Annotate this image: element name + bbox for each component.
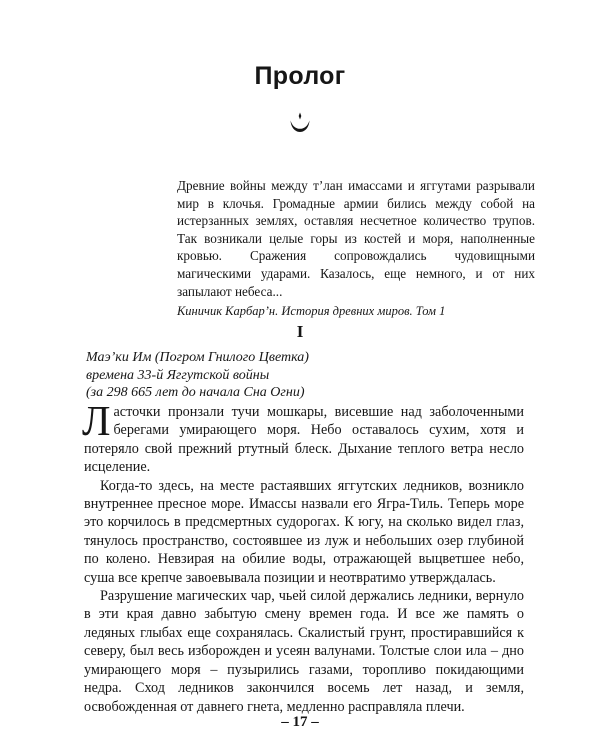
paragraph: Когда-то здесь, на месте растаявших яггутских ледников, возникло внутреннее пресное море. Имассы назвали его Ягра-Тиль. Теперь море это корчилось в предсмертных судорогах. К югу, на сколько видел глаз, тянулось пространство, состоявшее из луж и небольших озер глубиной по колено. Невзирая на обилие воды, отражающей выцветшее небо, суша все крепче завоевывала позиции и неотвратимо утверждалась. [84,477,524,586]
setting-line: Маэ’ки Им (Погром Гнилого Цветка) [86,350,309,365]
paragraph: Разрушение магических чар, чьей силой держались ледники, вернуло в эти края давно забытую смену времен года. И все же память о ледяных глыбах еще сохранялась. Скалистый грунт, простиравшийся к северу, был весь изборожден и усеян валунами. Толстые слои ила – дно умирающего моря – пузырились газами, торопливо покидающими недра. Сход ледников закончился восемь лет назад, и земля, освобожденная от давнего гнета, медленно расправляла плечи. [84,588,524,715]
paragraph-text: асточки пронзали тучи мошкары, висевшие над заболоченными берегами умирающего моря. Небо оставалось сухим, хотя и потеряло свой прежний ртутный блеск. Дыхание теплого ветра несло исцеление. [84,404,524,476]
body-text [82,399,524,716]
epigraph-attribution: Киничик Карбар’н. История древних миров. Том 1 [177,304,446,319]
drop-cap: Л [82,399,111,445]
crescent-star-ornament-icon [288,112,312,134]
paragraph [82,399,524,477]
setting-line: (за 298 665 лет до начала Сна Огни) [86,385,305,400]
epigraph-text: Древние войны между т’лан имассами и яггутами разрывали мир в клочья. Громадные армии бились между собой на истерзанных землях, оставляя несчетное количество трупов. Так возникали целые горы из костей и моря, наполненные кровью. Сражения сопровождались чудовищными магическими ударами. Казалось, еще немного, и от них запылают небеса... [177,178,535,299]
epigraph [177,177,535,321]
page-title: Пролог [254,62,346,90]
page-number: – 17 – [281,714,319,730]
chapter-setting [86,349,506,402]
setting-line: времена 33-й Яггутской войны [86,367,270,383]
chapter-number: I [296,322,304,341]
